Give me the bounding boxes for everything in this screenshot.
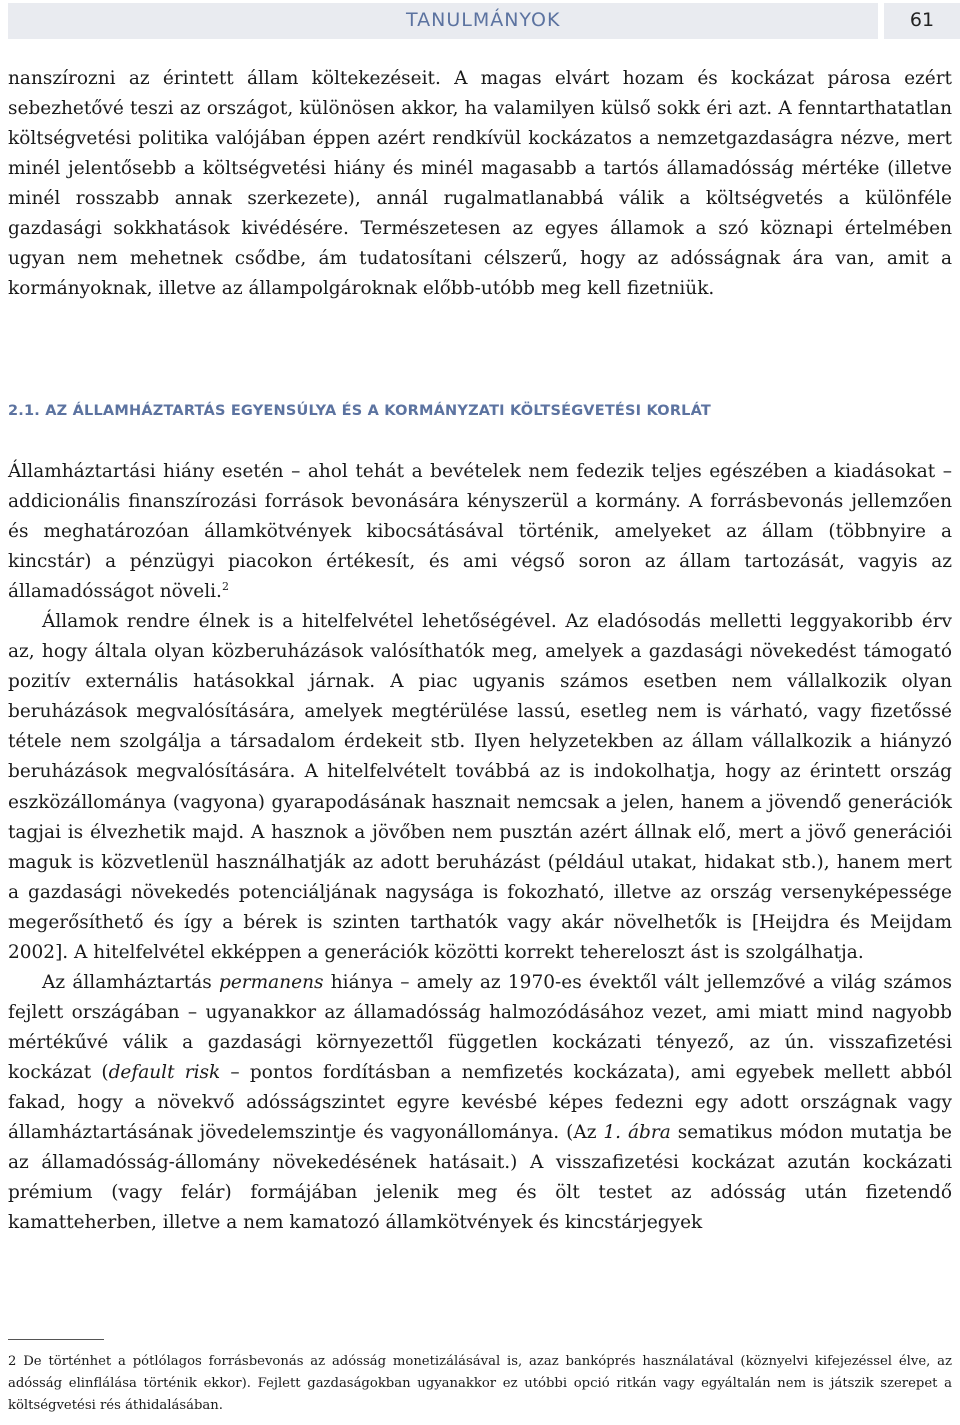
paragraph-1-text: Államháztartási hiány esetén – ahol tehát a bevételek nem fedezik teljes egészében a kiadásokat – addicionális finanszírozási források bevonására kényszerül a kormány. A forrásbevonás jellemzően és meghatározóan államkötvények kibocsátásával történik, amelyeket az állam (többnyire a kincstár) a pénzügyi piacokon értékesít, és ami végső soron az állam tartozását, vagyis az államadósságot növeli.	[8, 461, 952, 603]
paragraph-3-part-a: Az államháztartás	[42, 971, 219, 993]
footnote-text: De történhet a pótlólagos forrásbevonás az adósság monetizálásával is, azaz bankóprés használatával (köznyelvi kifejezéssel élve, az adósság elinflálása történik ekkor). Fejlett gazdaságokban ugyanakkor ez utóbbi opció ritkán vagy egyáltalán nem is játszik szerepet a költségvetési rés áthidalásában.	[8, 1354, 952, 1413]
section-body	[8, 457, 952, 1238]
footnote-number: 2	[8, 1354, 17, 1369]
figure-reference: 1. ábra	[603, 1122, 671, 1144]
intro-text	[8, 64, 952, 304]
paragraph-3	[8, 968, 952, 1238]
section-title: TANULMÁNYOK	[406, 9, 561, 31]
footnote-2	[8, 1351, 952, 1417]
paragraph-3-part-c: – pontos fordításban a nemfizetés kockázata), ami egyebek mellett abból fakad, hogy a növekvő adósságszintet egyre kevésbé képes fedezni egy adott országnak vagy államháztartásának jövedelemszintje és vagyonállománya. (Az	[8, 1061, 953, 1144]
paragraph-3-part-d: sematikus módon mutatja be az államadósság-állomány növekedésének hatásait.) A visszafizetési kockázat azután kockázati prémium (vagy felár) formájában jelenik meg és ölt testet az adósság után fizetendő kamatteherben, illetve a nem kamatozó államkötvények és kincstárjegyek	[8, 1122, 952, 1234]
paragraph-2: Államok rendre élnek is a hitelfelvétel lehetőségével. Az eladósodás melletti leggyakoribb érv az, hogy általa olyan közberuházások valósíthatók meg, amelyek a gazdasági növekedést támogató pozitív externális hatásokkal járnak. A piac ugyanis számos esetben nem vállalkozik olyan beruházások megvalósítására, amelyek megtérülése lassú, esetleg nem is várható, vagy fizetőssé tétele nem szolgálja a társadalom érdekeit stb. Ilyen helyzetekben az állam vállalkozik a hiányzó beruházások megvalósítására. A hitelfelvételt továbbá az is indokolhatja, hogy az érintett ország eszközállománya (vagyona) gyarapodásának hasznait nemcsak a jelen, hanem a jövendő generációk tagjai is élvezhetik majd. A hasznok a jövőben nem pusztán azért állnak elő, mert a jövő generációi maguk is közvetlenül használhatják az adott beruházást (például utakat, hidakat stb.), hanem mert a gazdasági növekedés potenciáljának nagysága is fokozható, illetve az ország versenyképessége megerősíthető és így a bérek is szinten tarthatók vagy akár növelhetők is [Heijdra és Meijdam 2002]. A hitelfelvétel ekképpen a generációk közötti korrekt tehereloszt ást is szolgálhatja.	[8, 611, 952, 963]
header-bar	[8, 3, 878, 39]
page-number: 61	[909, 9, 935, 31]
term-permanens: permanens	[219, 971, 324, 993]
footnote	[8, 1351, 952, 1417]
intro-paragraph: nanszírozni az érintett állam költekezéseit. A magas elvárt hozam és kockázat párosa ezért sebezhetővé teszi az országot, különösen akkor, ha valamilyen külső sokk éri azt. A fenntarthatatlan költségvetési politika valójában éppen azért rendkívül kockázatos a nemzetgazdaságra nézve, mert minél jelentősebb a költségvetési hiány és minél magasabb a tartós államadósság mértéke (illetve minél rosszabb annak szerkezete), annál rugalmatlanabbá válik a költségvetés a különféle gazdasági sokkhatások kivédésére. Természetesen az egyes államok a szó köznapi értelmében ugyan nem mehetnek csődbe, ám tudatosítani célszerű, hogy az adósságnak ára van, amit a kormányoknak, illetve az állampolgároknak előbb-utóbb meg kell fizetniük.	[8, 68, 952, 300]
page-number-box	[884, 3, 960, 39]
footnote-ref[interactable]: 2	[221, 580, 229, 594]
paragraph-3-part-b: hiánya – amely az 1970-es évektől vált jellemzővé a világ számos fejlett országában – ugyanakkor az államadósság halmozódásához vezet, ami miatt mind nagyobb mértékűvé válik a gazdasági környezettől független kockázati tényező, az ún. visszafizetési kockázat (	[8, 971, 952, 1083]
paragraph-1	[8, 457, 952, 607]
page-header	[8, 3, 952, 39]
term-default-risk: default risk	[108, 1061, 221, 1083]
footnote-divider	[8, 1339, 104, 1340]
section-heading: 2.1. AZ ÁLLAMHÁZTARTÁS EGYENSÚLYA ÉS A KORMÁNYZATI KÖLTSÉGVETÉSI KORLÁT	[8, 403, 712, 419]
